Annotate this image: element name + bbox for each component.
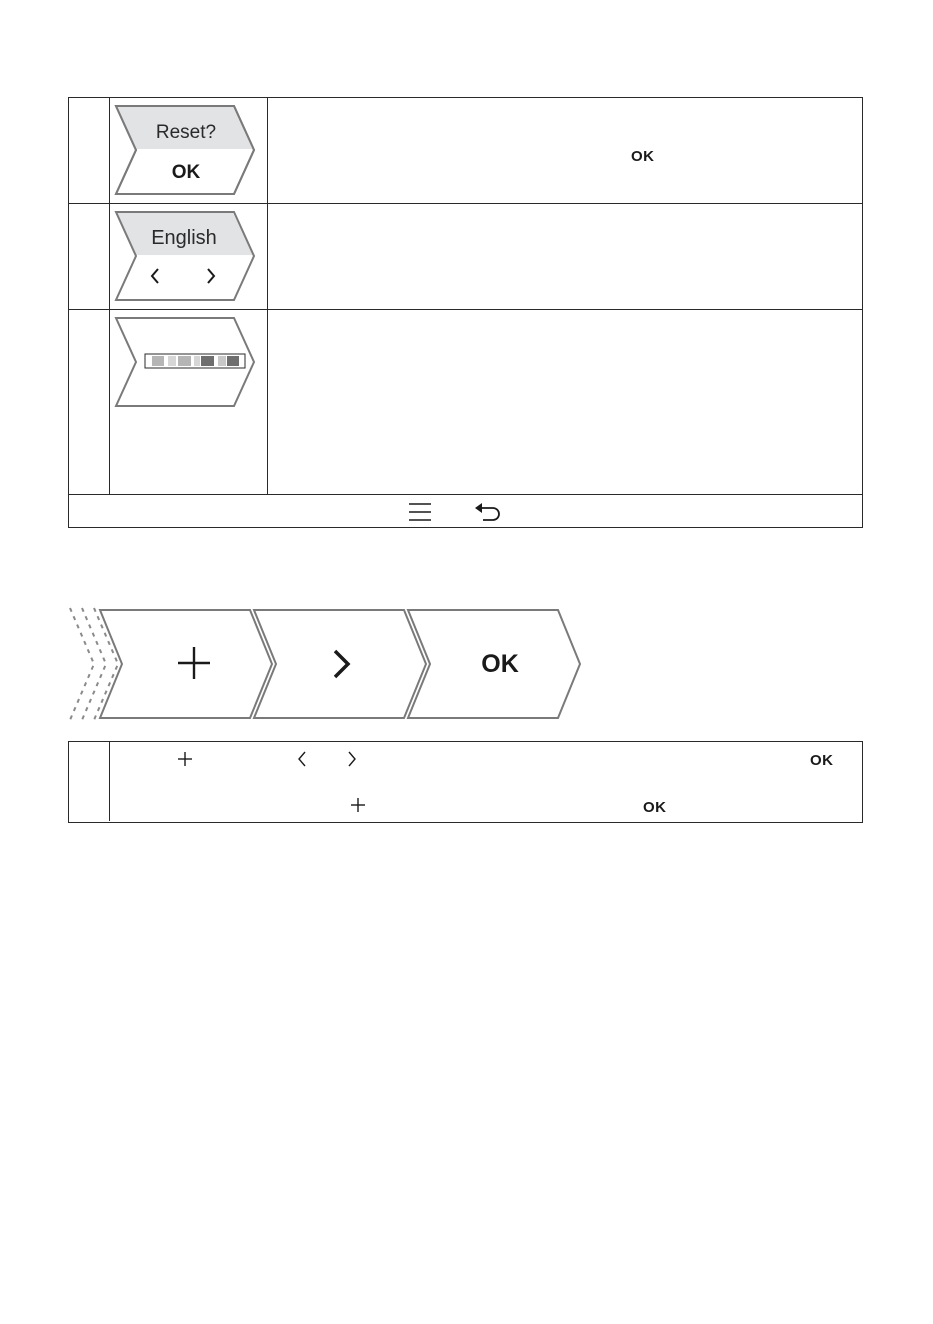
step-ok-label: OK <box>481 650 519 678</box>
instruction-table <box>68 741 863 823</box>
chevron-right-icon <box>346 750 358 768</box>
column-divider <box>267 98 268 495</box>
plus-icon <box>177 751 193 767</box>
display-progress <box>114 316 256 408</box>
settings-table <box>68 97 863 528</box>
row-divider <box>69 494 862 495</box>
display-reset-label: Reset? <box>155 122 217 143</box>
display-ok-label: OK <box>171 162 201 183</box>
row-divider <box>69 203 862 204</box>
ok-button-glyph: OK <box>643 799 667 816</box>
ok-button-glyph: OK <box>631 148 655 165</box>
display-reset <box>114 104 256 196</box>
chevron-left-icon <box>152 269 158 283</box>
chevron-left-icon <box>296 750 308 768</box>
progress-bar <box>145 354 245 368</box>
ok-button-glyph: OK <box>810 752 834 769</box>
column-divider <box>109 98 110 495</box>
step-plus <box>100 610 272 718</box>
step-next <box>254 610 426 718</box>
column-divider <box>109 742 110 821</box>
plus-icon <box>350 797 366 813</box>
button-sequence <box>62 600 602 730</box>
menu-icon <box>407 501 433 523</box>
back-icon <box>473 502 503 522</box>
chevron-right-icon <box>208 269 214 283</box>
display-language <box>114 210 256 302</box>
display-language-label: English <box>151 227 217 249</box>
step-ok <box>408 610 580 718</box>
row-divider <box>69 309 862 310</box>
